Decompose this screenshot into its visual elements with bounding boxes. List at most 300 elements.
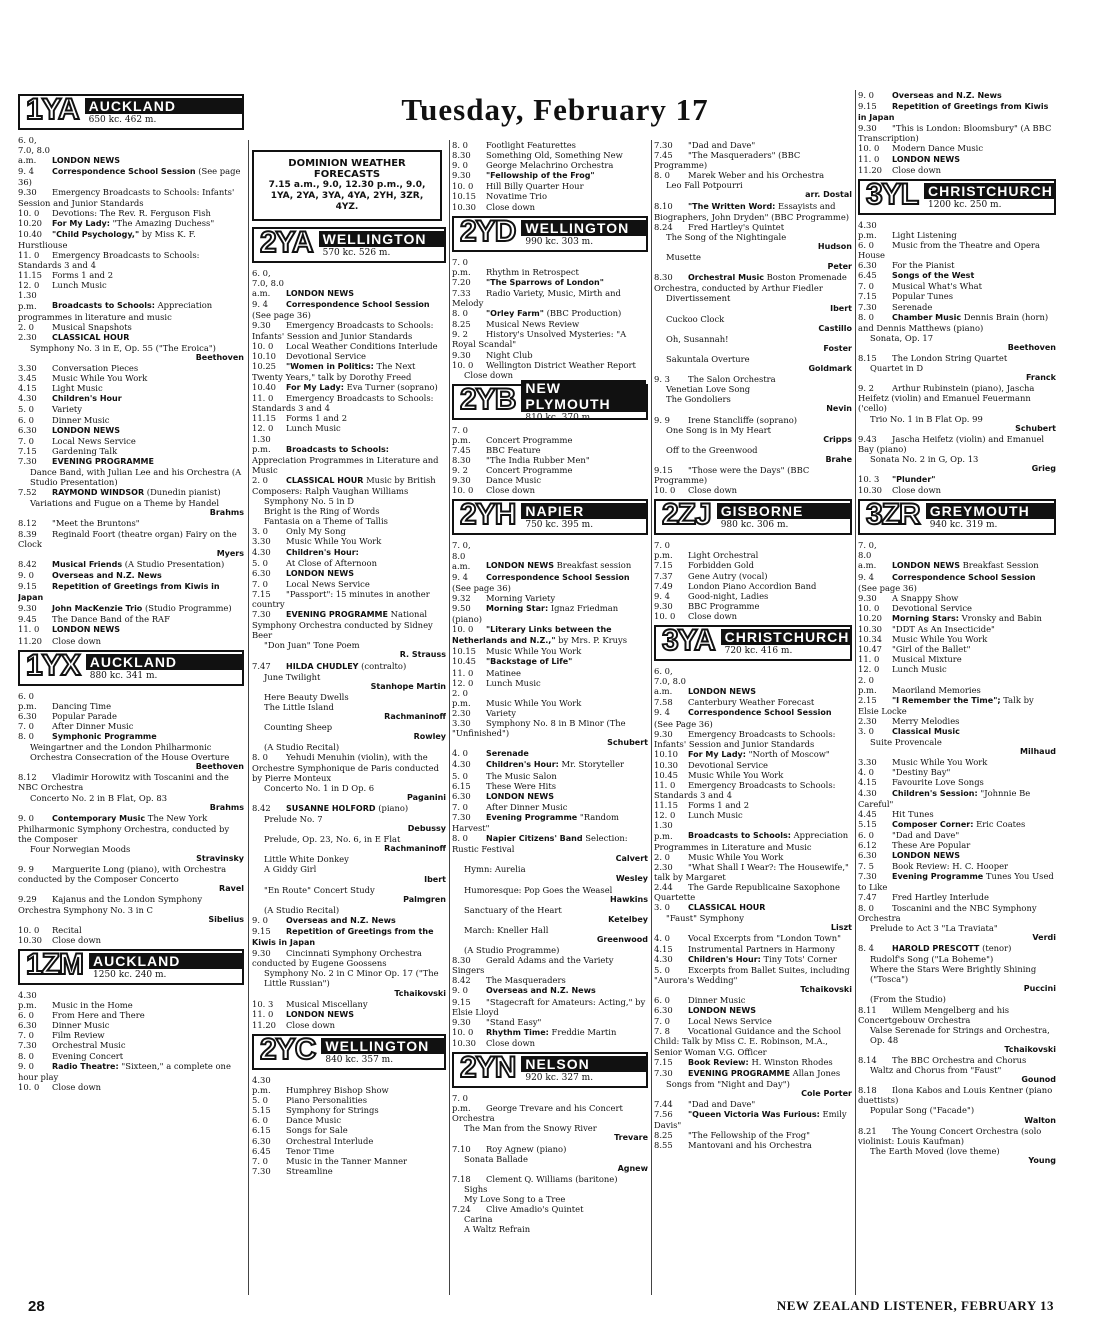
- listing-time: 8. 0: [18, 730, 34, 741]
- listing-entry: [654, 222, 852, 232]
- listing-entry: [858, 624, 1056, 634]
- listing-title: Broadcasts to Schools:: [286, 444, 389, 454]
- listing-time: 10. 0: [452, 624, 474, 635]
- station-name: WELLINGTON: [521, 220, 646, 236]
- listing-detail: Vocal Excerpts from "London Town": [688, 933, 841, 944]
- station-logo: 3YA: [662, 624, 715, 658]
- listing-detail: Modern Dance Music: [892, 143, 984, 154]
- listing-detail: "Johnnie Be Careful": [858, 787, 1031, 809]
- listing-entry: [452, 864, 648, 874]
- listing-detail: Willem Mengelberg and his Concertgebouw Orchestra: [858, 1004, 1010, 1025]
- listing-entry: [858, 143, 1056, 153]
- listing-title: Napier Citizens' Band: [486, 834, 583, 844]
- listing-detail: Music While You Work: [286, 536, 382, 547]
- listing-title: Overseas and N.Z. News: [52, 570, 162, 580]
- composer-credit: Goldmark: [808, 364, 852, 374]
- listing-item: (A Studio Recital): [264, 904, 340, 915]
- listing-time: 4.30: [252, 546, 271, 557]
- listing-entry: [452, 718, 648, 738]
- listing-entry: [654, 540, 852, 560]
- listing-entry: [18, 518, 244, 528]
- station-name: NEW PLYMOUTH: [521, 380, 646, 412]
- listing-entry: [252, 640, 446, 650]
- listing-title: "I Remember the Time";: [892, 695, 1001, 705]
- listing-time: 7. 0: [18, 1030, 34, 1041]
- listing-entry: [252, 915, 446, 926]
- listing-entry: [858, 613, 1056, 624]
- station-frequency: 650 kc. 462 m.: [88, 115, 157, 125]
- listing-time: 10.30: [452, 201, 476, 212]
- listing-detail: Jascha Heifetz (violin) and Emanuel Bay (piano): [858, 433, 1045, 454]
- listing-detail: Devotional Service: [286, 350, 367, 361]
- station-header: [858, 179, 1056, 215]
- listing-time: 6.30: [252, 567, 271, 578]
- listing-time: 11.20: [252, 1019, 276, 1030]
- listing-detail: Dance Music: [286, 1115, 342, 1126]
- listing-entry: [252, 526, 446, 536]
- station-frequency: 750 kc. 395 m.: [525, 520, 594, 531]
- listing-detail: Local News Service: [688, 1016, 772, 1027]
- listing-entry: [18, 1082, 244, 1092]
- listing-time: 2.30: [18, 331, 37, 342]
- listing-time: 3.30: [452, 718, 471, 729]
- listing-entry: [858, 664, 1056, 674]
- composer-credit: Tchaikovski: [394, 988, 446, 998]
- listing-title: EVENING PROGRAMME: [688, 1068, 790, 1078]
- listing-detail: Irene Stancliffe (soprano): [688, 414, 798, 425]
- listing-time: 7.15: [18, 445, 37, 456]
- listing-title: Orchestral Music: [688, 273, 764, 283]
- listing-entry: [18, 864, 244, 884]
- listing-time: 10.40: [18, 228, 42, 239]
- listing-entry: [452, 319, 648, 329]
- listing-detail: Forms 1 and 2: [286, 413, 348, 424]
- station-name: CHRISTCHURCH: [924, 183, 1056, 199]
- station-name: WELLINGTON: [321, 1038, 444, 1054]
- listing-entry: [452, 1144, 648, 1154]
- listing-entry: [252, 814, 446, 824]
- listing-item: Sonata, Op. 17: [870, 332, 934, 343]
- composer-credit: Puccini: [1023, 984, 1056, 994]
- listing-time: 8. 0: [858, 902, 874, 913]
- listing-entry: [18, 343, 244, 353]
- listing-time: 10. 0: [18, 924, 40, 935]
- listing-detail: "Dad and Dave": [892, 829, 960, 840]
- listing-entry: [252, 885, 446, 895]
- station-frequency: 880 kc. 341 m.: [89, 670, 158, 681]
- listing-entry: [858, 540, 1056, 571]
- listing-entry: [252, 341, 446, 351]
- station-name: GREYMOUTH: [926, 503, 1054, 519]
- listing-entry: [252, 423, 446, 433]
- listing-time: 9.15: [654, 465, 673, 475]
- listing-title: John MacKenzie Trio: [52, 604, 143, 614]
- station-info: [319, 229, 444, 261]
- listing-detail: Selection: Rustic Festival: [452, 833, 628, 855]
- listing-detail: Popular Tunes: [892, 291, 954, 302]
- listing-detail: The New York Philharmonic Symphony Orchestra, conducted by the Composer: [18, 812, 230, 844]
- listing-title: LONDON NEWS: [286, 1009, 354, 1019]
- station-info: [924, 181, 1056, 213]
- listing-detail: Close down: [486, 1037, 536, 1048]
- station-info: [521, 1054, 646, 1086]
- listing-entry: [252, 496, 446, 506]
- listing-time: 6.30: [654, 1005, 673, 1016]
- listing-entry: [858, 1025, 1056, 1045]
- listing-entry: [252, 475, 446, 496]
- composer-credit: Rachmaninoff: [384, 712, 446, 722]
- listing-time: 6. 0: [18, 414, 34, 425]
- listing-time: 7.20: [452, 276, 471, 287]
- listing-entry: [452, 656, 648, 667]
- listing-entry: [858, 644, 1056, 654]
- listing-detail: Merry Melodies: [892, 715, 960, 726]
- listing-detail: National Symphony Orchestra conducted by Sidney Beer: [252, 609, 433, 641]
- listing-entry: [252, 1115, 446, 1125]
- listing-time: 7.18: [452, 1173, 471, 1184]
- listing-detail: Vronsky and Babin: [961, 612, 1042, 623]
- listing-time: 10.30: [654, 759, 678, 770]
- listing-detail: Local News Service: [286, 578, 370, 589]
- listing-title: LONDON NEWS: [286, 289, 354, 299]
- listing-detail: Lunch Music: [688, 810, 743, 821]
- listing-detail: Appreciation Programmes in Literature and Music: [654, 830, 849, 852]
- listing-time: 11.15: [252, 413, 276, 424]
- listing-entry: [858, 485, 1056, 495]
- listing-time: 10.15: [452, 191, 476, 202]
- listing-entry: [654, 465, 852, 485]
- listing-item: Bright is the Ring of Words: [264, 506, 380, 517]
- listing-title: "Orley Farm": [486, 309, 544, 319]
- listing-detail: Orchestral Interlude: [286, 1135, 374, 1146]
- listing-detail: Lunch Music: [52, 280, 107, 291]
- listing-entry: [858, 1065, 1056, 1075]
- listing-detail: Variety: [486, 707, 517, 718]
- listing-entry: [858, 593, 1056, 603]
- page-number: 28: [28, 1298, 45, 1315]
- listing-entry: [252, 506, 446, 516]
- listing-detail: For the Pianist: [892, 260, 955, 271]
- composer-credit: Hudson: [817, 241, 852, 251]
- listing-entry: [252, 926, 446, 948]
- listing-entry: [18, 1030, 244, 1040]
- listing-detail: Music While You Work: [892, 634, 988, 645]
- listing-entry: [654, 170, 852, 180]
- listing-time: 6. 0: [252, 1115, 268, 1126]
- listing-time: 10. 0: [452, 181, 474, 192]
- listing-time: 10. 0: [18, 207, 40, 218]
- listing-entry: [452, 170, 648, 181]
- listing-item: Waltz and Chorus from "Faust": [870, 1065, 1002, 1076]
- listing-detail: Local Weather Conditions Interlude: [286, 340, 438, 351]
- listing-entry: [452, 624, 648, 646]
- station-info: [717, 501, 850, 533]
- composer-credit: R. Strauss: [399, 650, 446, 660]
- listing-item: Carina: [464, 1214, 493, 1225]
- listing-entry: [858, 260, 1056, 270]
- listing-entry: [858, 943, 1056, 954]
- station-frequency: 1200 kc. 250 m.: [928, 199, 1002, 210]
- composer-credit: Myers: [216, 548, 244, 558]
- listing-time: 9.43: [858, 433, 877, 444]
- listing-time: 8. 0: [452, 308, 468, 319]
- listing-entry: [452, 465, 648, 475]
- listing-time: 8.42: [452, 975, 471, 986]
- listing-time: 9. 0: [252, 914, 268, 925]
- station-header: [18, 949, 244, 985]
- listing-time: 7.15: [654, 1056, 673, 1067]
- listing-time: 6. 0: [654, 995, 670, 1006]
- listing-entry: [452, 748, 648, 759]
- listing-entry: [252, 547, 446, 558]
- composer-credit: Schubert: [1015, 423, 1056, 433]
- listing-item: Concerto No. 1 in D Op. 6: [264, 782, 375, 793]
- listing-detail: "North of Moscow": [748, 748, 830, 759]
- station-logo: 2YH: [460, 498, 516, 532]
- listing-title: Correspondence School Session: [286, 300, 430, 310]
- listing-time: 7.52: [18, 487, 37, 498]
- listing-time: 11. 0: [252, 393, 274, 404]
- listing-time: 4.15: [858, 777, 877, 788]
- listing-detail: BBC Feature: [486, 444, 541, 455]
- listing-time: 10. 0: [18, 1081, 40, 1092]
- station-name: CHRISTCHURCH: [721, 629, 852, 645]
- listing-detail: Music While You Work: [688, 851, 784, 862]
- listing-detail: Music from the Theatre and Opera House: [858, 239, 1040, 261]
- listing-detail: Vladimir Horowitz with Toscanini and the NBC Orchestra: [18, 772, 229, 793]
- listing-detail: Close down: [892, 164, 942, 175]
- column-rule: [248, 140, 249, 1295]
- listing-entry: [18, 218, 244, 229]
- composer-credit: Ibert: [830, 303, 852, 313]
- listing-detail: Lunch Music: [486, 677, 541, 688]
- listing-detail: Clive Amadio's Quintet: [486, 1204, 584, 1215]
- listing-time: 8.14: [858, 1054, 877, 1065]
- listing-entry: [18, 208, 244, 218]
- listing-time: 9. 2: [452, 465, 468, 476]
- listing-entry: [858, 353, 1056, 363]
- listing-detail: Close down: [892, 485, 942, 496]
- listing-time: 6.30: [858, 850, 877, 861]
- listing-detail: Close down: [52, 1081, 102, 1092]
- station-logo: 2YD: [460, 214, 516, 248]
- weather-forecast-box: [252, 150, 442, 221]
- listing-time: 6. 0: [18, 1010, 34, 1021]
- listing-title: EVENING PROGRAMME: [286, 610, 388, 620]
- station-header: [452, 1052, 648, 1088]
- listing-time: 12. 0: [18, 280, 40, 291]
- listing-time: 7.30: [252, 609, 271, 620]
- listing-entry: [858, 634, 1056, 644]
- listing-entry: [654, 944, 852, 954]
- listing-detail: Serenade: [892, 301, 933, 312]
- listing-time: 10.47: [858, 644, 882, 655]
- listing-detail: Boston Promenade Orchestra, conducted by Arthur Fiedler: [654, 272, 847, 294]
- listing-time: 9. 0: [18, 569, 34, 580]
- listing-entry: [18, 250, 244, 270]
- listing-entry: [252, 803, 446, 814]
- listing-time: 12. 0: [654, 810, 676, 821]
- listing-entry: [18, 711, 244, 721]
- listing-detail: Music by British Composers: Ralph Vaughan Williams: [252, 474, 436, 496]
- listing-time: 3.30: [858, 757, 877, 768]
- listing-time: 10. 0: [452, 359, 474, 370]
- listing-entry: [858, 1085, 1056, 1105]
- listing-entry: [252, 579, 446, 589]
- listing-entry: [252, 1009, 446, 1020]
- listing-detail: Conversation Pieces: [52, 363, 139, 374]
- listing-entry: [858, 1126, 1056, 1146]
- listing-entry: [858, 291, 1056, 301]
- listing-entry: [654, 272, 852, 293]
- listing-time: 9.50: [452, 603, 471, 613]
- listing-title: Classical Music: [892, 726, 960, 736]
- listing-detail: Only My Song: [286, 526, 346, 537]
- listing-entry: [18, 456, 244, 467]
- listing-detail: "The Masqueraders" (BBC Programme): [654, 150, 801, 171]
- listing-time: 8.30: [452, 455, 471, 466]
- composer-credit: Brahms: [209, 802, 244, 812]
- listing-time: 6.30: [18, 1020, 37, 1031]
- listing-entry: [252, 1020, 446, 1030]
- listing-time: 11. 0: [858, 153, 880, 164]
- listing-entry: [654, 770, 852, 780]
- station-name: WELLINGTON: [319, 231, 444, 247]
- station-info: [85, 96, 242, 128]
- listing-item: Counting Sheep: [264, 722, 333, 733]
- listing-entry: [452, 812, 648, 833]
- listing-time: 9.15: [18, 581, 37, 592]
- listing-entry: [654, 995, 852, 1005]
- listing-detail: Excerpts from Ballet Suites, including "Aurora's Wedding": [654, 964, 850, 985]
- listing-entry: [452, 288, 648, 308]
- listing-detail: Film Review: [52, 1030, 105, 1041]
- listing-entry: [252, 722, 446, 732]
- listing-time: 8.39: [18, 528, 37, 539]
- listing-entry: [654, 810, 852, 820]
- listing-entry: [452, 985, 648, 996]
- station-name: AUCKLAND: [85, 98, 242, 114]
- listing-entry: [858, 281, 1056, 291]
- listing-detail: Dance Music: [486, 475, 542, 486]
- listing-item: March: Kneller Hall: [464, 924, 549, 935]
- listing-time: 6.30: [18, 710, 37, 721]
- listing-time: 9. 4: [452, 571, 468, 582]
- composer-credit: Foster: [823, 343, 852, 353]
- composer-credit: Verdi: [1032, 932, 1056, 942]
- listing-detail: Morning Variety: [486, 592, 556, 603]
- listing-time: 7.37: [654, 570, 673, 581]
- listing-time: 11. 0: [252, 1008, 274, 1019]
- listing-entry: [654, 965, 852, 985]
- station-header: [18, 94, 244, 130]
- listing-item: Sanctuary of the Heart: [464, 904, 562, 915]
- listing-entry: [252, 351, 446, 361]
- listing-entry: [18, 415, 244, 425]
- listing-time: 9.15: [858, 101, 877, 112]
- station-name: GISBORNE: [717, 503, 850, 519]
- listing-detail: These Are Popular: [892, 840, 971, 850]
- listing-time: 7.30: [18, 455, 37, 466]
- listing-title: For My Lady:: [688, 749, 746, 759]
- listing-time: 7.24: [452, 1204, 471, 1215]
- listing-entry: [18, 1040, 244, 1050]
- listing-time: 9.30: [18, 187, 37, 198]
- listing-entry: [452, 360, 648, 370]
- listing-detail: Breakfast Session: [962, 560, 1039, 571]
- listing-entry: [252, 742, 446, 752]
- listing-entry: [18, 721, 244, 731]
- listing-detail: Devotions: The Rev. R. Ferguson Fish: [52, 207, 211, 218]
- listing-detail: Close down: [52, 635, 102, 646]
- listing-time: 7.44: [654, 1098, 673, 1109]
- listing-entry: [18, 373, 244, 383]
- listing-time: 5. 0: [252, 557, 268, 568]
- listing-time: 6.30: [858, 260, 877, 271]
- listing-time: 10.40: [252, 382, 276, 393]
- listing-entry: [654, 707, 852, 728]
- listing-detail: Close down: [688, 610, 738, 621]
- listing-detail: Dinner Music: [688, 995, 746, 1006]
- listing-entry: [858, 903, 1056, 923]
- listing-item: Close down: [464, 369, 514, 380]
- listing-detail: Radio Variety, Music, Mirth and Melody: [452, 287, 621, 309]
- listing-detail: Concert Programme: [486, 434, 573, 445]
- listing-detail: Marguerite Long (piano), with Orchestra conducted by the Composer Concerto: [18, 864, 227, 885]
- listing-time: 8.30: [452, 150, 471, 161]
- listing-detail: Toscanini and the NBC Symphony Orchestra: [858, 902, 1037, 923]
- listing-detail: Close down: [52, 934, 102, 945]
- listing-entry: [654, 394, 852, 404]
- listing-title: Evening Programme: [892, 872, 984, 882]
- listing-entry: [654, 180, 852, 190]
- listing-time: 10.30: [858, 624, 882, 635]
- listing-entry: [858, 819, 1056, 830]
- listing-time: 5. 0: [452, 770, 468, 781]
- listing-time: 9. 4: [654, 707, 670, 718]
- column-3: [452, 140, 648, 1329]
- listing-detail: Devotional Service: [892, 602, 973, 613]
- listing-entry: [452, 370, 648, 380]
- listing-title: HILDA CHUDLEY: [286, 661, 359, 671]
- listing-entry: [452, 593, 648, 603]
- listing-entry: [858, 414, 1056, 424]
- composer-credit: Cole Porter: [801, 1088, 852, 1098]
- listing-time: 8.21: [858, 1125, 877, 1136]
- composer-credit: Castillo: [818, 323, 852, 333]
- listing-entry: [252, 1125, 446, 1135]
- listing-entry: [654, 445, 852, 455]
- listing-entry: [252, 864, 446, 874]
- listing-detail: Emergency Broadcasts to Schools: Standards 3 and 4: [18, 250, 200, 271]
- listing-detail: Emergency Broadcasts to Schools: Infants' Session and Junior Standards: [18, 187, 235, 208]
- listing-detail: Roy Agnew (piano): [486, 1143, 567, 1154]
- listing-detail: "Those were the Days" (BBC Programme): [654, 465, 810, 486]
- station-frequency: 980 kc. 306 m.: [720, 520, 789, 531]
- listing-entry: [858, 675, 1056, 695]
- listing-time: 4.30: [18, 393, 37, 404]
- listing-title: "Literary Links between the Netherlands and N.Z.,": [452, 625, 612, 646]
- listing-entry: [452, 1174, 648, 1184]
- listing-time: 9. 0: [452, 160, 468, 171]
- listing-time: 7. 0: [654, 1016, 670, 1027]
- composer-credit: Stanhope Martin: [370, 681, 446, 691]
- listing-item: The Man from the Snowy River: [464, 1123, 597, 1134]
- composer-credit: Walton: [1024, 1115, 1056, 1125]
- listing-entry: [452, 1027, 648, 1038]
- listing-detail: Music While You Work: [52, 373, 148, 384]
- listing-entry: [858, 809, 1056, 819]
